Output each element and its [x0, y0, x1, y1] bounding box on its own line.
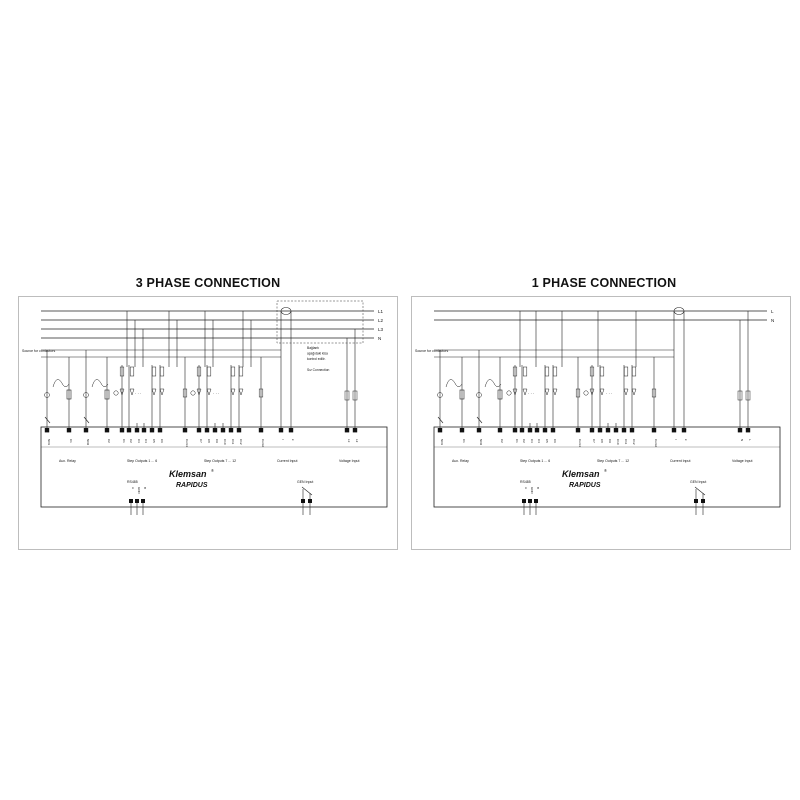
alarm-horn-icon [446, 379, 462, 387]
terminal-block [606, 428, 610, 432]
rs485-pin-label: B [143, 487, 147, 490]
product-name: RAPIDUS [176, 482, 208, 489]
gen-terminal [308, 499, 312, 503]
terminal-label: C1 [462, 439, 467, 443]
rs485-label: RS485 [520, 480, 531, 484]
terminal-block [477, 428, 481, 432]
group-label-current: Current Input [277, 459, 298, 463]
group-label-step1: Step Outputs 1 ... 6 [520, 459, 551, 463]
terminal-label: C11 [231, 439, 236, 445]
contactor-coil-symbol [191, 391, 195, 395]
terminal-block [158, 428, 162, 432]
ellipsis-mark: · · · [135, 391, 142, 396]
terminal-block [513, 428, 517, 432]
capacitor-fuse [160, 367, 164, 376]
terminal-block [183, 428, 187, 432]
bus-label-n: N [771, 318, 775, 323]
gen-input-label: GEN Input [690, 480, 707, 484]
terminal-block [630, 428, 634, 432]
group-label-aux: Aux. Relay [452, 459, 469, 463]
terminal-label: C5 [545, 439, 550, 443]
capacitor-fuse [600, 367, 604, 376]
gen-terminal [301, 499, 305, 503]
capacitor-fuse [231, 367, 235, 376]
terminal-label: C9 [215, 439, 220, 443]
ct-note-box [277, 301, 363, 343]
terminal-label: k [684, 439, 689, 441]
group-label-voltage: Voltage Input [732, 459, 753, 463]
terminal-label: Com1 [185, 439, 190, 448]
source-label: Source for contactors [22, 349, 56, 353]
capacitor-bank-symbol [231, 389, 235, 395]
capacitor-fuse [632, 367, 636, 376]
device-housing [41, 427, 387, 507]
terminal-block [229, 428, 233, 432]
terminal-label: C2 [107, 439, 112, 443]
rs485-terminal [129, 499, 133, 503]
terminal-block [622, 428, 626, 432]
terminal-label: NO1 [440, 439, 445, 446]
terminal-label: C10 [223, 439, 228, 445]
terminal-label: N [740, 439, 745, 442]
group-label-step2: Step Outputs 7 ... 12 [204, 459, 237, 463]
terminal-label: C10 [616, 439, 621, 445]
group-label-voltage: Voltage Input [339, 459, 360, 463]
terminal-label: C1 [515, 439, 520, 443]
terminal-block [738, 428, 742, 432]
terminal-block [672, 428, 676, 432]
one-phase-wiring-diagram [411, 296, 791, 550]
rs485-pin-label: B [536, 487, 540, 490]
rs485-terminal [141, 499, 145, 503]
capacitor-fuse [545, 367, 549, 376]
terminal-block [197, 428, 201, 432]
capacitor-bank-symbol [624, 389, 628, 395]
three-phase-title: 3 PHASE CONNECTION [135, 276, 281, 290]
terminal-block [279, 428, 283, 432]
rs485-terminal [528, 499, 532, 503]
bus-label-l3: L3 [378, 327, 384, 332]
terminal-label: k [291, 439, 296, 441]
group-label-aux: Aux. Relay [59, 459, 76, 463]
capacitor-fuse [130, 367, 134, 376]
terminal-block [353, 428, 357, 432]
rs485-terminal [135, 499, 139, 503]
device-housing [434, 427, 780, 507]
capacitor-fuse [553, 367, 557, 376]
terminal-block [135, 428, 139, 432]
gen-input-label: GEN Input [297, 480, 314, 484]
terminal-label: C2 [129, 439, 134, 443]
terminal-block [520, 428, 524, 432]
terminal-block [45, 428, 49, 432]
terminal-block [120, 428, 124, 432]
capacitor-bank-symbol [207, 389, 211, 395]
terminal-label: C11 [624, 439, 629, 445]
terminal-label: Com2 [654, 439, 659, 448]
terminal-block [259, 428, 263, 432]
product-name: RAPIDUS [569, 482, 601, 489]
terminal-label: C7 [199, 439, 204, 443]
terminal-label: C3 [530, 439, 535, 443]
contactor-coil-symbol [584, 391, 588, 395]
terminal-label: C7 [592, 439, 597, 443]
ct-note-line: kontrol edilir. [307, 357, 326, 361]
terminal-block [84, 428, 88, 432]
terminal-block [127, 428, 131, 432]
registered-mark: ® [604, 468, 607, 473]
terminal-block [543, 428, 547, 432]
terminal-label: C8 [600, 439, 605, 443]
gen-switch-symbol [302, 487, 312, 495]
terminal-block [598, 428, 602, 432]
terminal-block [221, 428, 225, 432]
ct-note-line: aşağıdaki kisa [307, 351, 328, 356]
terminal-block [614, 428, 618, 432]
terminal-label: C12 [239, 439, 244, 445]
source-label: Source for contactors [415, 349, 449, 353]
terminal-label: NO2 [479, 439, 484, 446]
brand-logo: Klemsan [169, 469, 207, 479]
terminal-label: C5 [152, 439, 157, 443]
terminal-block [551, 428, 555, 432]
rs485-terminal [534, 499, 538, 503]
alarm-horn-icon [92, 379, 108, 387]
terminal-label: C1 [69, 439, 74, 443]
terminal-block [498, 428, 502, 432]
group-label-step1: Step Outputs 1 ... 6 [127, 459, 158, 463]
registered-mark: ® [211, 468, 214, 473]
terminal-label: L [748, 439, 753, 441]
terminal-block [682, 428, 686, 432]
terminal-block [67, 428, 71, 432]
terminal-block [150, 428, 154, 432]
terminal-block [652, 428, 656, 432]
alarm-horn-icon [485, 379, 501, 387]
relay-switch-symbol [45, 417, 50, 423]
capacitor-bank-symbol [160, 389, 164, 395]
contactor-coil-symbol [114, 391, 118, 395]
contactor-coil-symbol [507, 391, 511, 395]
ellipsis-mark: · · · [528, 391, 535, 396]
capacitor-bank-symbol [523, 389, 527, 395]
relay-switch-symbol [438, 417, 443, 423]
terminal-label: l [674, 439, 679, 440]
rs485-pin-label: GND [530, 487, 534, 494]
terminal-block [205, 428, 209, 432]
capacitor-bank-symbol [152, 389, 156, 395]
terminal-label: C4 [144, 439, 149, 443]
ct-note-line: Sız Connection [307, 368, 330, 372]
capacitor-fuse [207, 367, 211, 376]
ellipsis-mark: · · · [606, 391, 613, 396]
terminal-label: C9 [608, 439, 613, 443]
capacitor-bank-symbol [632, 389, 636, 395]
rs485-pin-label: GND [137, 487, 141, 494]
bus-label-n: N [378, 336, 382, 341]
relay-switch-symbol [477, 417, 482, 423]
terminal-block [460, 428, 464, 432]
ct-note-line: Bağlantı [307, 346, 320, 350]
bus-label-l1: L1 [378, 309, 384, 314]
group-label-current: Current Input [670, 459, 691, 463]
terminal-label: L3 [347, 439, 352, 443]
terminal-label: Com2 [261, 439, 266, 448]
terminal-block [528, 428, 532, 432]
capacitor-bank-symbol [600, 389, 604, 395]
capacitor-fuse [152, 367, 156, 376]
rs485-terminal [522, 499, 526, 503]
terminal-block [142, 428, 146, 432]
capacitor-fuse [624, 367, 628, 376]
brand-logo: Klemsan [562, 469, 600, 479]
terminal-label: C6 [553, 439, 558, 443]
rs485-pin-label: A [131, 487, 135, 490]
one-phase-title: 1 PHASE CONNECTION [531, 276, 677, 290]
terminal-block [438, 428, 442, 432]
terminal-label: C6 [160, 439, 165, 443]
bus-label-l2: L2 [378, 318, 384, 323]
terminal-label: C1 [122, 439, 127, 443]
gen-terminal [694, 499, 698, 503]
terminal-label: C3 [137, 439, 142, 443]
terminal-label: Com1 [578, 439, 583, 448]
ellipsis-mark: · · · [213, 391, 220, 396]
group-label-step2: Step Outputs 7 ... 12 [597, 459, 630, 463]
terminal-label: NO1 [47, 439, 52, 446]
capacitor-fuse [523, 367, 527, 376]
terminal-label: L2 [355, 439, 360, 443]
terminal-block [237, 428, 241, 432]
capacitor-fuse [239, 367, 243, 376]
relay-switch-symbol [84, 417, 89, 423]
capacitor-bank-symbol [545, 389, 549, 395]
terminal-label: l [281, 439, 286, 440]
terminal-label: C4 [537, 439, 542, 443]
terminal-block [590, 428, 594, 432]
rs485-label: RS485 [127, 480, 138, 484]
gen-switch-symbol [695, 487, 705, 495]
terminal-block [535, 428, 539, 432]
terminal-block [105, 428, 109, 432]
three-phase-wiring-diagram [18, 296, 398, 550]
terminal-label: C8 [207, 439, 212, 443]
bus-label-l: L [771, 309, 774, 314]
terminal-block [746, 428, 750, 432]
terminal-block [576, 428, 580, 432]
capacitor-bank-symbol [239, 389, 243, 395]
rs485-pin-label: A [524, 487, 528, 490]
terminal-label: C12 [632, 439, 637, 445]
capacitor-bank-symbol [130, 389, 134, 395]
terminal-label: C2 [500, 439, 505, 443]
terminal-block [213, 428, 217, 432]
alarm-horn-icon [53, 379, 69, 387]
terminal-label: C2 [522, 439, 527, 443]
gen-terminal [701, 499, 705, 503]
terminal-block [345, 428, 349, 432]
terminal-block [289, 428, 293, 432]
terminal-label: NO2 [86, 439, 91, 446]
capacitor-bank-symbol [553, 389, 557, 395]
